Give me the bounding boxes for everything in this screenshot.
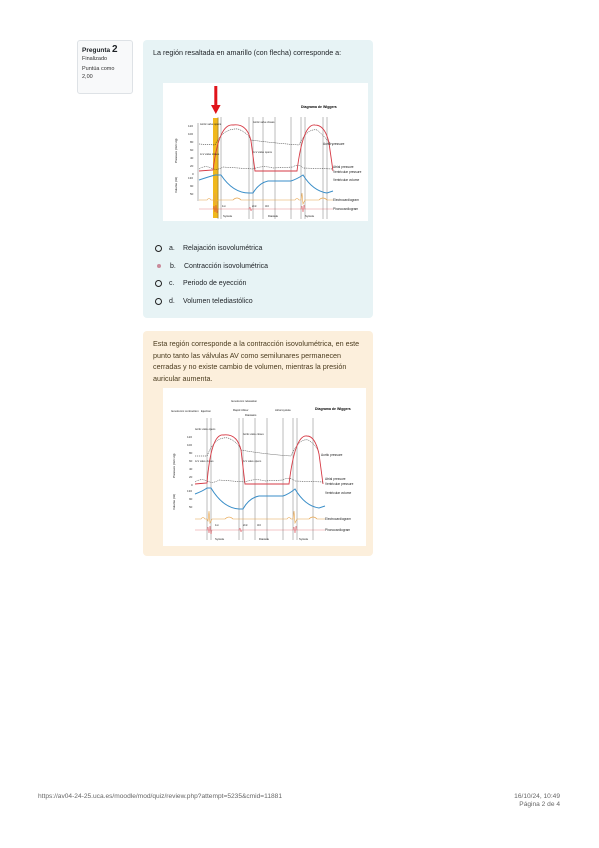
label-systole-2: Systole xyxy=(299,537,309,541)
label-1st: 1st xyxy=(215,524,219,527)
label-ventricular-pressure: Ventricular pressure xyxy=(325,482,354,486)
tick-40: 40 xyxy=(189,467,193,471)
tick-20: 20 xyxy=(190,164,194,168)
question-content xyxy=(143,40,373,318)
tick-0: 0 xyxy=(192,172,194,176)
label-av-closes: A-V valve closes xyxy=(200,153,220,156)
option-letter: b. xyxy=(170,262,176,270)
tick-0: 0 xyxy=(191,483,193,487)
tick-vol-90: 90 xyxy=(189,497,193,501)
label-av-opens: A-V valve opens xyxy=(243,460,262,463)
tick-120: 120 xyxy=(187,435,193,439)
label-rapid-inflow: Rapid inflow xyxy=(233,408,249,412)
tick-40: 40 xyxy=(190,156,194,160)
label-aortic-closes: Aortic valve closes xyxy=(243,433,264,436)
option-text: Contracción isovolumétrica xyxy=(184,262,269,270)
volume-axis-label: Volume (ml) xyxy=(172,493,176,510)
label-ventricular-volume: Ventricular volume xyxy=(333,178,360,182)
figure-title: Diagrama de Wiggers xyxy=(315,407,351,411)
label-atrial-systole: Atrial systole xyxy=(275,408,291,412)
question-number xyxy=(82,44,132,55)
tick-vol-130: 130 xyxy=(187,489,193,493)
label-ejection: Ejection xyxy=(201,409,211,413)
footer-datetime: 16/10/24, 10:49 xyxy=(514,793,560,800)
label-ventricular-pressure: Ventricular pressure xyxy=(333,170,362,174)
volume-axis-label: Volume (ml) xyxy=(174,176,178,193)
wiggers-diagram-labeled xyxy=(163,388,366,546)
label-phono: Phonocardiogram xyxy=(333,207,359,211)
footer-info xyxy=(506,793,560,809)
label-atrial-pressure: Atrial pressure xyxy=(333,165,354,169)
radio-icon[interactable] xyxy=(155,245,162,252)
label-2nd: 2nd xyxy=(243,524,248,527)
figure-title: Diagrama de Wiggers xyxy=(301,105,337,109)
red-arrow-head xyxy=(211,105,221,114)
label-ventricular-volume: Ventricular volume xyxy=(325,491,352,495)
tick-vol-90: 90 xyxy=(190,184,194,188)
label-2nd: 2nd xyxy=(252,205,257,208)
question-figure xyxy=(163,83,368,221)
label-aortic-pressure: Aortic pressure xyxy=(321,453,343,457)
question-state: Finalizado xyxy=(82,56,108,62)
label-phono: Phonocardiogram xyxy=(325,528,351,532)
tick-120: 120 xyxy=(188,124,194,128)
tick-60: 60 xyxy=(189,459,193,463)
label-aortic-opens: Aortic valve opens xyxy=(200,123,222,126)
tick-100: 100 xyxy=(187,443,193,447)
label-diastole: Diastole xyxy=(259,537,270,541)
tick-vol-130: 130 xyxy=(188,176,194,180)
option-text: Relajación isovolumétrica xyxy=(183,245,263,253)
label-aortic-closes: Aortic valve closes xyxy=(253,121,275,124)
tick-60: 60 xyxy=(190,148,194,152)
footer-page: Página 2 de 4 xyxy=(519,801,560,808)
question-score-value: 2,00 xyxy=(82,74,93,80)
question-label: Pregunta xyxy=(82,47,111,54)
label-ecg: Electrocardiogram xyxy=(333,198,359,202)
feedback-text: Esta región corresponde a la contracción isovolumétrica, en este punto tanto las válvulas AV como semilunares permanecen cerradas y no existe cambio de volumen, mientras la presión auricular aumenta. xyxy=(153,339,360,383)
radio-icon[interactable] xyxy=(155,280,162,287)
feedback-figure xyxy=(163,388,366,546)
label-systole-2: Systole xyxy=(305,214,315,218)
general-feedback xyxy=(143,331,373,556)
label-av-opens: A-V valve opens xyxy=(253,151,272,154)
label-aortic-opens: Aortic valve opens xyxy=(195,428,216,431)
label-diastole: Diastole xyxy=(268,214,279,218)
answer-options xyxy=(155,240,268,310)
pressure-axis-label: Pressure (mm Hg) xyxy=(174,138,178,163)
label-aortic-pressure: Aortic pressure xyxy=(323,142,345,146)
tick-vol-50: 50 xyxy=(189,505,193,509)
pressure-axis-label: Pressure (mm Hg) xyxy=(172,453,176,478)
option-letter: d. xyxy=(169,297,175,305)
label-systole-1: Systole xyxy=(215,537,225,541)
option-letter: a. xyxy=(169,245,175,253)
tick-vol-50: 50 xyxy=(190,192,194,196)
label-diastasis: Diastasis xyxy=(245,413,257,417)
wiggers-diagram xyxy=(163,83,368,221)
tick-80: 80 xyxy=(189,451,193,455)
selected-radio-icon[interactable] xyxy=(157,264,161,268)
question-score-label: Puntúa como xyxy=(82,66,115,72)
tick-20: 20 xyxy=(189,475,193,479)
radio-icon[interactable] xyxy=(155,298,162,305)
label-av-closes: A-V valve closes xyxy=(195,460,214,463)
label-ecg: Electrocardiogram xyxy=(325,517,351,521)
option-b[interactable] xyxy=(155,258,268,276)
option-text: Periodo de eyección xyxy=(183,280,247,288)
label-isovolumic-relaxation: Isovolumic relaxation xyxy=(231,399,258,403)
option-letter: c. xyxy=(169,280,175,288)
label-3rd: 3rd xyxy=(265,205,269,208)
question-info-box xyxy=(77,40,133,94)
label-3rd: 3rd xyxy=(257,524,261,527)
tick-100: 100 xyxy=(188,132,194,136)
option-c[interactable] xyxy=(155,275,268,293)
question-text: La región resaltada en amarillo (con flecha) corresponde a: xyxy=(153,48,342,57)
option-d[interactable] xyxy=(155,293,268,311)
option-text: Volumen telediastólico xyxy=(183,297,253,305)
label-atrial-pressure: Atrial pressure xyxy=(325,477,346,481)
option-a[interactable] xyxy=(155,240,268,258)
label-1st: 1st xyxy=(222,205,226,208)
question-number-value: 2 xyxy=(111,44,118,55)
tick-80: 80 xyxy=(190,140,194,144)
label-isovolumic-contraction: Isovolumic contraction xyxy=(171,409,199,413)
label-systole-1: Systole xyxy=(223,214,233,218)
footer-url: https://av04-24-25.uca.es/moodle/mod/quiz/review.php?attempt=5235&cmid=11881 xyxy=(38,793,283,800)
